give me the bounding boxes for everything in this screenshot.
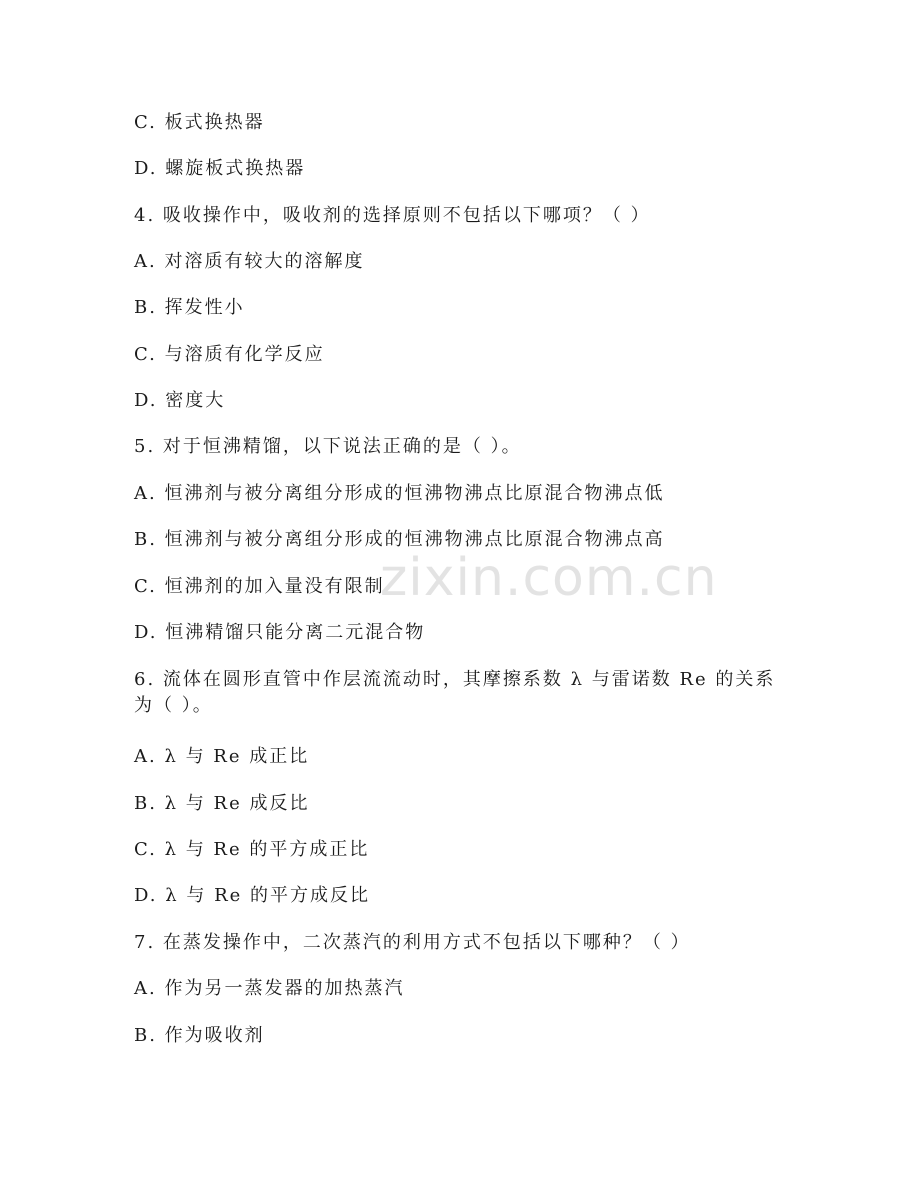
option-d-q5: D. 恒沸精馏只能分离二元混合物	[134, 622, 426, 643]
option-a-q4: A. 对溶质有较大的溶解度	[134, 251, 365, 272]
option-a-q6: A. λ 与 Re 成正比	[134, 746, 310, 767]
question-5: 5. 对于恒沸精馏，以下说法正确的是（ ）。	[134, 436, 522, 457]
option-d-q4: D. 密度大	[134, 390, 226, 411]
question-4: 4. 吸收操作中，吸收剂的选择原则不包括以下哪项？（ ）	[134, 205, 651, 226]
option-a-q5: A. 恒沸剂与被分离组分形成的恒沸物沸点比原混合物沸点低	[134, 483, 665, 504]
option-c-q3: C. 板式换热器	[134, 112, 265, 133]
question-7: 7. 在蒸发操作中，二次蒸汽的利用方式不包括以下哪种？（ ）	[134, 932, 691, 953]
question-6: 6. 流体在圆形直管中作层流流动时，其摩擦系数 λ 与雷诺数 Re 的关系为（ ）。	[134, 669, 776, 716]
option-d-q3: D. 螺旋板式换热器	[134, 158, 306, 179]
option-c-q6: C. λ 与 Re 的平方成正比	[134, 839, 370, 860]
option-b-q7: B. 作为吸收剂	[134, 1025, 265, 1046]
option-b-q5: B. 恒沸剂与被分离组分形成的恒沸物沸点比原混合物沸点高	[134, 529, 665, 550]
option-b-q6: B. λ 与 Re 成反比	[134, 793, 310, 814]
option-b-q4: B. 挥发性小	[134, 297, 245, 318]
option-c-q4: C. 与溶质有化学反应	[134, 344, 325, 365]
option-a-q7: A. 作为另一蒸发器的加热蒸汽	[134, 978, 405, 999]
watermark: zixin.com.cn	[380, 548, 718, 608]
option-c-q5: C. 恒沸剂的加入量没有限制	[134, 576, 385, 597]
option-d-q6: D. λ 与 Re 的平方成反比	[134, 885, 371, 906]
